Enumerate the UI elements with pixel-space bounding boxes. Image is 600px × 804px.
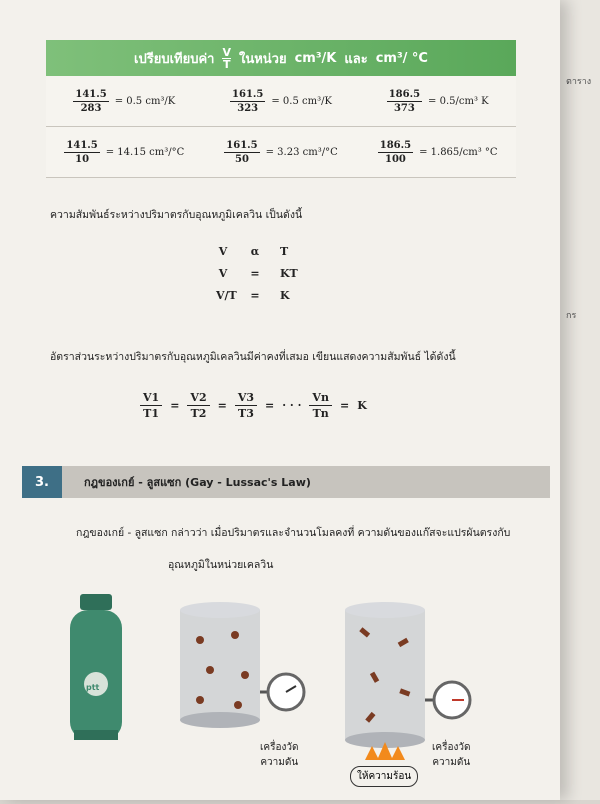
gauge-label-1: เครื่องวัด ความดัน <box>260 742 299 768</box>
header-unit-k: cm³/K <box>294 50 337 66</box>
gas-cylinder-cool <box>180 602 260 728</box>
law-text-line-1: กฎของเกย์ - ลูสแซก กล่าวว่า เมื่อปริมาตรและจำนวนโมลคงที่ ความดันของแก๊สจะแปรผันตรงกับ <box>76 527 511 539</box>
pressure-gauge-icon <box>434 682 470 718</box>
relation-intro: ความสัมพันธ์ระหว่างปริมาตรกับอุณหภูมิเคลวิน เป็นดังนี้ <box>50 209 303 221</box>
law-text-line-2: อุณหภูมิในหน่วยเคลวิน <box>168 559 274 571</box>
table-row <box>46 76 516 127</box>
table-header <box>46 40 516 76</box>
equation-line: V/T = K <box>216 288 290 302</box>
header-fraction: $\frac{V}{T}$ <box>222 45 231 71</box>
section-title: กฎของเกย์ - ลูสแซก (Gay - Lussac's Law) <box>84 476 311 489</box>
table-cell: $\frac{186.5}{100}$ = 1.865/cm³ °C <box>379 139 498 165</box>
table-row <box>46 127 516 178</box>
header-prefix: เปรียบเทียบค่า <box>134 51 215 67</box>
table-cell: $\frac{186.5}{373}$ = 0.5/cm³ K <box>388 88 489 114</box>
table-cell: $\frac{161.5}{50}$ = 3.23 cm³/°C <box>226 139 338 165</box>
header-middle: ในหน่วย <box>238 51 287 67</box>
gauge-label-2: เครื่องวัด ความดัน <box>432 742 471 768</box>
ratio-intro: อัตราส่วนระหว่างปริมาตรกับอุณหภูมิเคลวินมีค่าคงที่เสมอ เขียนแสดงความสัมพันธ์ ได้ดังนี้ <box>50 351 456 363</box>
table-cell: $\frac{141.5}{10}$ = 14.15 cm³/°C <box>66 139 185 165</box>
table-cell: $\frac{161.5}{323}$ = 0.5 cm³/K <box>232 88 332 114</box>
section-number: 3. <box>22 466 62 498</box>
header-and: และ <box>344 51 368 67</box>
equation-line: V α T <box>218 244 289 258</box>
gas-cylinder-heated <box>345 602 425 748</box>
gay-lussac-illustration <box>60 580 540 800</box>
facing-page-text: ตาราง <box>566 77 592 87</box>
header-unit-c: cm³/ °C <box>375 50 428 66</box>
pressure-gauge-icon <box>268 674 304 710</box>
ratio-chain-equation: $\frac{V1}{T1}$ = $\frac{V2}{T2}$ = $\frac{V3}{T3}$ = · · · $\frac{Vn}{Tn}$ = K <box>140 390 367 421</box>
equation-line: V = KT <box>218 266 298 280</box>
heat-label: ให้ความร้อน <box>350 766 418 787</box>
table-cell: $\frac{141.5}{283}$ = 0.5 cm³/K <box>75 88 176 114</box>
section-header <box>22 466 550 498</box>
gas-tank-icon <box>70 594 122 740</box>
proportion-equations <box>216 240 298 306</box>
facing-page-text: กร <box>566 311 577 321</box>
tank-brand-text: ptt <box>86 683 100 692</box>
comparison-table <box>46 40 516 178</box>
